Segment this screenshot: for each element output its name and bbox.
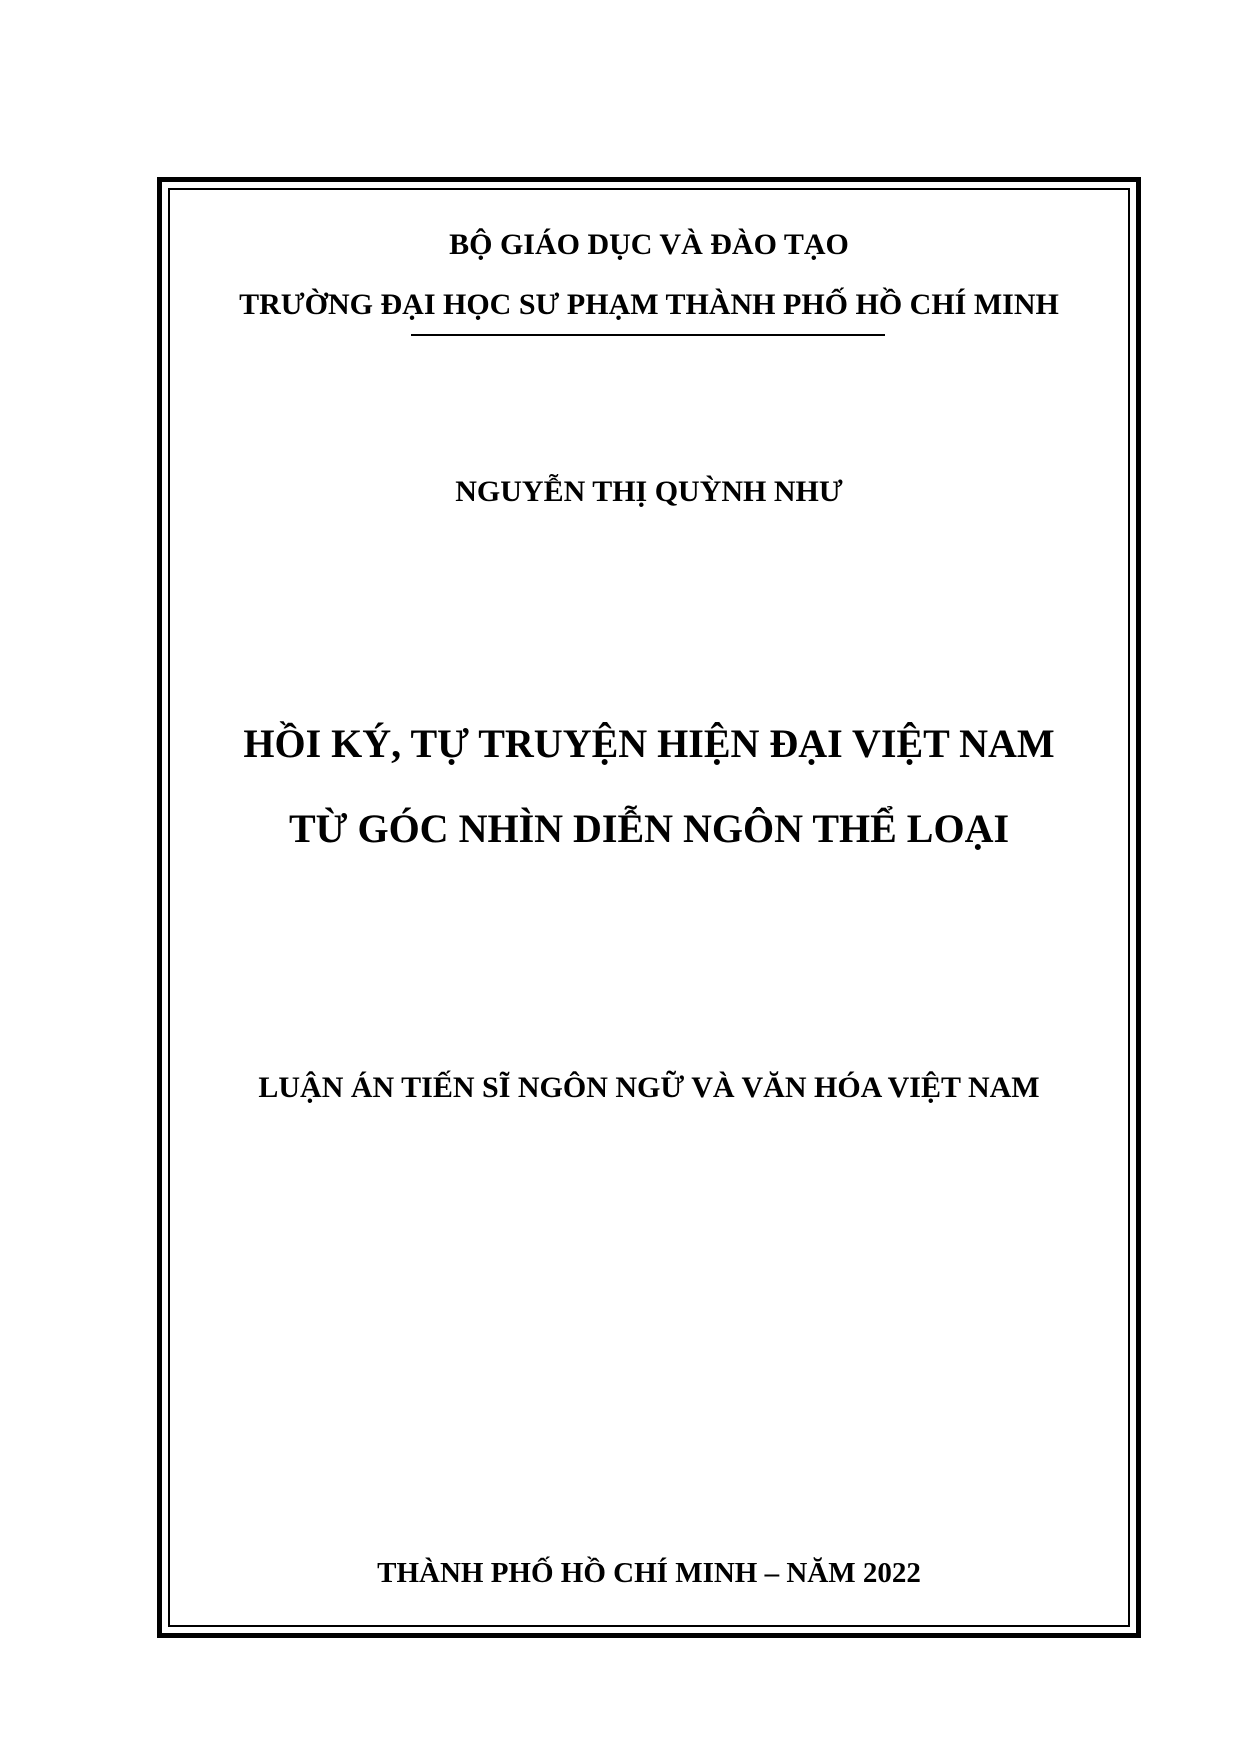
degree-type: LUẬN ÁN TIẾN SĨ NGÔN NGỮ VÀ VĂN HÓA VIỆT NAM	[258, 1071, 1040, 1104]
thesis-title-line-1: HỒI KÝ, TỰ TRUYỆN HIỆN ĐẠI VIỆT NAM	[243, 721, 1055, 766]
place-and-year: THÀNH PHỐ HỒ CHÍ MINH – NĂM 2022	[377, 1557, 921, 1589]
university-name: TRƯỜNG ĐẠI HỌC SƯ PHẠM THÀNH PHỐ HỒ CHÍ MINH	[239, 288, 1059, 321]
university-underline	[411, 334, 885, 336]
author-name: NGUYỄN THỊ QUỲNH NHƯ	[455, 475, 843, 508]
cover-border-inner	[168, 188, 1130, 1627]
thesis-title-line-2: TỪ GÓC NHÌN DIỄN NGÔN THỂ LOẠI	[288, 806, 1010, 851]
ministry-name: BỘ GIÁO DỤC VÀ ĐÀO TẠO	[449, 228, 849, 261]
